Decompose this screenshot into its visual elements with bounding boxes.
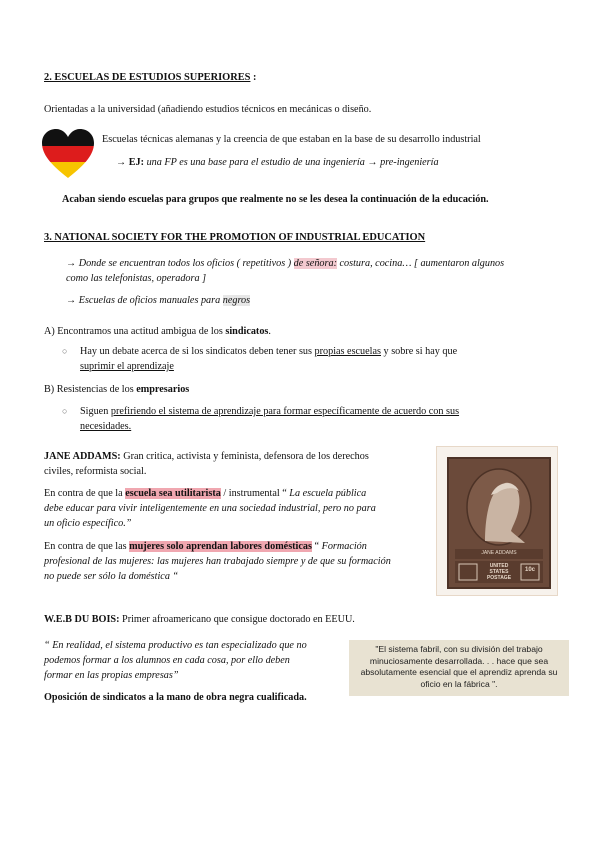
quote-box-line1: "El sistema fabril, con su división del trabajo — [375, 644, 543, 654]
section-2-conclusion: Acaban siendo escuelas para grupos que realmente no se les desea la continuación de la educación. — [62, 194, 489, 205]
critique2-text-b: “ — [311, 541, 322, 552]
point1-text-a: → Donde se encuentran todos los oficios ( repetitivos ) — [66, 258, 294, 269]
point2-text: → Escuelas de oficios manuales para — [66, 295, 223, 306]
addams-critique2-q3: no puede ser sólo la doméstica “ — [44, 571, 179, 582]
b-label-bold: empresarios — [136, 384, 190, 395]
point2-highlight: negros — [222, 295, 251, 306]
jane-addams-stamp-image — [436, 446, 558, 596]
dubois-quote-line1: “ En realidad, el sistema productivo es tan especializado que no — [44, 640, 307, 651]
quote-box-line2: minuciosamente desarrollada. . . hace que sea — [369, 655, 549, 666]
dubois-heading — [44, 614, 355, 625]
stamp-country-2: STATES — [489, 569, 509, 575]
section-2-heading — [44, 72, 256, 83]
example-text: una FP es una base para el estudio de una ingeniería → pre-ingeniería — [144, 157, 439, 168]
critique2-highlight: mujeres solo aprendan labores domésticas — [129, 541, 312, 552]
point1-highlight: de señora: — [293, 258, 337, 269]
addams-desc2: civiles, reformista social. — [44, 466, 147, 477]
point1-text-b: costura, cocina… [ aumentaron algunos — [336, 258, 505, 269]
section-3-title: 3. NATIONAL SOCIETY FOR THE PROMOTION OF INDUSTRIAL EDUCATION — [44, 232, 426, 243]
section-3-a-bullet-cont: suprimir el aprendizaje — [80, 361, 174, 372]
section-3-point2 — [66, 295, 250, 306]
addams-name: JANE ADDAMS: — [44, 451, 121, 462]
quote-box-line4: oficio en la fábrica ". — [420, 678, 498, 689]
quote-box-line3: absolutamente esencial que el aprendiz aprenda su — [360, 667, 558, 677]
critique1-text: En contra de que la — [44, 488, 126, 499]
dubois-quote-line3: formar en las propias empresas” — [44, 670, 179, 681]
critique2-quote1: Formación — [321, 541, 367, 552]
stamp-country — [479, 563, 519, 581]
b-bullet-text: Siguen — [80, 406, 111, 417]
section-2-line1: Orientadas a la universidad (añadiendo estudios técnicos en mecánicas o diseño. — [44, 104, 372, 115]
a-label-end: . — [268, 326, 271, 337]
addams-critique2 — [44, 541, 367, 552]
section-2-title: 2. ESCUELAS DE ESTUDIOS SUPERIORES — [44, 72, 251, 83]
stamp-name: JANE ADDAMS — [481, 550, 517, 556]
section-3-b-label — [44, 384, 189, 395]
section-2-colon: : — [252, 72, 257, 83]
a-bullet-text: Hay un debate acerca de si los sindicatos deben tener sus — [80, 346, 315, 357]
dubois-quote — [44, 638, 344, 683]
section-3-point1 — [66, 258, 504, 269]
stamp-portrait-frame — [447, 457, 551, 589]
critique2-text: En contra de que las — [44, 541, 130, 552]
stamp-country-3: POSTAGE — [486, 575, 512, 581]
section-2-line2: Escuelas técnicas alemanas y la creencia de que estaban en la base de su desarrollo industrial — [102, 134, 481, 145]
addams-heading — [44, 451, 369, 462]
b-label-text: B) Resistencias de los — [44, 384, 137, 395]
addams-critique1 — [44, 488, 366, 499]
section-3-b-bullet — [62, 406, 459, 417]
a-bullet-underlined: propias escuelas — [314, 346, 381, 357]
critique1-text-b: / instrumental “ — [220, 488, 290, 499]
bullet-circle-icon: ○ — [62, 346, 68, 356]
dubois-quote-line2: podemos formar a los alumnos en cada cosa, por ello deben — [44, 655, 290, 666]
stamp-country-1: UNITED — [489, 563, 509, 569]
example-arrow: → — [116, 157, 129, 168]
stamp-value: 10c — [524, 567, 535, 573]
section-3-a-bullet — [62, 346, 457, 357]
critique1-quote1: La escuela pública — [289, 488, 367, 499]
a-bullet-text-b: y sobre si hay que — [381, 346, 458, 357]
section-3-point1-cont: como las telefonistas, operadora ] — [66, 273, 207, 284]
dubois-name: W.E.B DU BOIS: — [44, 614, 120, 625]
b-bullet-underlined: prefiriendo el sistema de aprendizaje para formar específicamente de acuerdo con sus — [110, 406, 460, 417]
bullet-circle-icon: ○ — [62, 406, 68, 416]
dubois-conclusion: Oposición de sindicatos a la mano de obra negra cualificada. — [44, 692, 307, 703]
addams-desc1: Gran critica, activista y feminista, defensora de los derechos — [120, 451, 369, 462]
a-label-bold: sindicatos — [225, 326, 269, 337]
dubois-desc: Primer afroamericano que consigue doctorado en EEUU. — [119, 614, 355, 625]
addams-critique2-q2: profesional de las mujeres: las mujeres han trabajado siempre y de que su formación — [44, 556, 391, 567]
section-3-a-label — [44, 326, 271, 337]
section-3-b-bullet-cont: necesidades. — [80, 421, 132, 432]
addams-critique1-q2: debe educar para vivir inteligentemente en una sociedad industrial, pero no para — [44, 503, 376, 514]
example-label: EJ: — [128, 157, 145, 168]
section-2-example — [116, 157, 439, 168]
critique1-highlight: escuela sea utilitarista — [125, 488, 221, 499]
germany-heart-icon — [40, 128, 96, 183]
addams-critique1-q3: un oficio específico.” — [44, 518, 132, 529]
dubois-quote-box — [349, 640, 569, 696]
a-label-text: A) Encontramos una actitud ambigua de los — [44, 326, 226, 337]
